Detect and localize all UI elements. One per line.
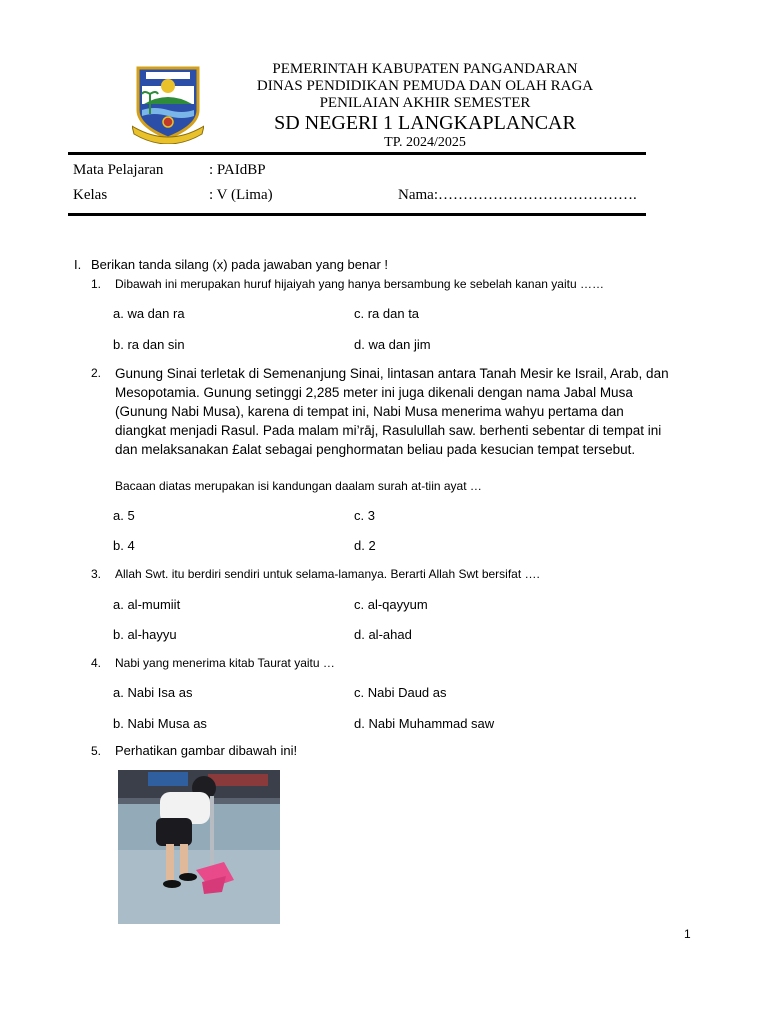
subject-label: Mata Pelajaran bbox=[73, 162, 164, 178]
child-sweeping-photo bbox=[118, 770, 280, 924]
question-2-option-c: c. 3 bbox=[354, 508, 375, 523]
question-2-number: 2. bbox=[91, 366, 102, 380]
header-school-year: TP. 2024/2025 bbox=[384, 135, 466, 150]
header-department: DINAS PENDIDIKAN PEMUDA DAN OLAH RAGA bbox=[256, 78, 594, 94]
question-2-paragraph-line-5: dan melaksanakan £alat sebagai penghormatan beliau pada kesucian tempat tersebut. bbox=[115, 442, 636, 457]
question-3-text: Allah Swt. itu berdiri sendiri untuk selama-lamanya. Berarti Allah Swt bersifat …. bbox=[115, 567, 540, 581]
question-2-option-a: a. 5 bbox=[113, 508, 135, 523]
question-1-number: 1. bbox=[91, 277, 102, 291]
question-3-option-b: b. al-hayyu bbox=[113, 627, 177, 642]
question-2-text: Bacaan diatas merupakan isi kandungan daalam surah at-tiin ayat … bbox=[115, 479, 482, 493]
question-5-text: Perhatikan gambar dibawah ini! bbox=[115, 743, 298, 758]
question-3-option-a: a. al-mumiit bbox=[113, 597, 181, 612]
question-4-option-c: c. Nabi Daud as bbox=[354, 685, 447, 700]
section-number: I. bbox=[74, 257, 82, 272]
question-5-number: 5. bbox=[91, 744, 102, 758]
question-4-number: 4. bbox=[91, 656, 102, 670]
question-4-option-d: d. Nabi Muhammad saw bbox=[354, 716, 495, 731]
question-4-option-a: a. Nabi Isa as bbox=[113, 685, 193, 700]
header-exam-title: PENILAIAN AKHIR SEMESTER bbox=[319, 95, 531, 111]
class-label: Kelas bbox=[73, 187, 108, 203]
question-1-option-c: c. ra dan ta bbox=[354, 306, 420, 321]
header-government: PEMERINTAH KABUPATEN PANGANDARAN bbox=[272, 61, 578, 77]
question-3-number: 3. bbox=[91, 567, 102, 581]
question-2-paragraph-line-3: (Gunung Nabi Musa), karena di tempat ini, Nabi Musa menerima wahyu pertama dan bbox=[115, 404, 624, 419]
question-1-text: Dibawah ini merupakan huruf hijaiyah yang hanya bersambung ke sebelah kanan yaitu …… bbox=[115, 277, 604, 291]
question-4-option-b: b. Nabi Musa as bbox=[113, 716, 207, 731]
question-4-text: Nabi yang menerima kitab Taurat yaitu … bbox=[115, 656, 335, 670]
question-2-paragraph-line-1: Gunung Sinai terletak di Semenanjung Sinai, lintasan antara Tanah Mesir ke Israil, Arab, dan bbox=[115, 366, 669, 381]
question-1-option-d: d. wa dan jim bbox=[354, 337, 431, 352]
question-2-paragraph-line-4: diangkat menjadi Rasul. Pada malam mi’rāj, Rasulullah saw. berhenti sebentar di tempat ini bbox=[115, 423, 662, 438]
header-school-name: SD NEGERI 1 LANGKAPLANCAR bbox=[274, 112, 576, 134]
subject-value: : PAIdBP bbox=[209, 162, 266, 178]
name-field: Nama:…………………………………. bbox=[398, 187, 637, 203]
question-3-option-c: c. al-qayyum bbox=[354, 597, 428, 612]
regency-crest-icon bbox=[132, 64, 204, 144]
header-divider-top bbox=[68, 152, 646, 155]
question-3-option-d: d. al-ahad bbox=[354, 627, 412, 642]
page-number: 1 bbox=[684, 927, 691, 941]
section-instruction: Berikan tanda silang (x) pada jawaban yang benar ! bbox=[91, 257, 389, 272]
question-2-option-d: d. 2 bbox=[354, 538, 376, 553]
question-1-option-a: a. wa dan ra bbox=[113, 306, 185, 321]
question-2-paragraph-line-2: Mesopotamia. Gunung setinggi 2,285 meter ini juga dikenali dengan nama Jabal Musa bbox=[115, 385, 633, 400]
question-1-option-b: b. ra dan sin bbox=[113, 337, 185, 352]
header-divider-bottom bbox=[68, 213, 646, 216]
class-value: : V (Lima) bbox=[209, 187, 273, 203]
question-2-option-b: b. 4 bbox=[113, 538, 135, 553]
